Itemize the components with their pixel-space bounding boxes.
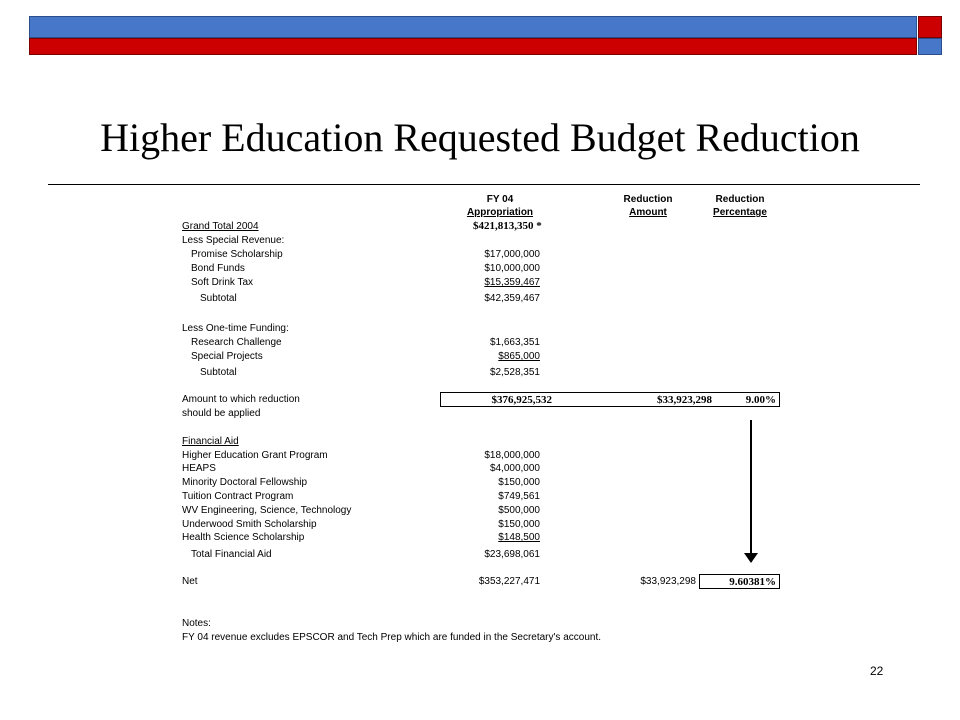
header-fy04: FY 04 [486,194,514,205]
row-net-value: $353,227,471 [478,576,540,587]
row-research-label: Research Challenge [191,337,282,348]
row-amount-pct: 9.00% [745,394,776,406]
row-heaps-label: HEAPS [182,463,216,474]
row-subtotal1-label: Subtotal [200,293,237,304]
row-amount-label-2: should be applied [182,408,261,419]
row-tuition-value: $749,561 [498,491,540,502]
row-health-label: Health Science Scholarship [182,532,305,543]
row-underwood-value: $150,000 [498,519,540,530]
row-amount-label-1: Amount to which reduction [182,394,300,405]
row-special-projects-value: $865,000 [498,351,540,362]
row-hegp-label: Higher Education Grant Program [182,450,328,461]
row-promise-value: $17,000,000 [484,249,540,260]
row-health-value: $148,500 [498,532,540,543]
header-amount: Amount [629,207,667,218]
row-amount-value: $376,925,532 [491,394,552,406]
row-hegp-value: $18,000,000 [484,450,540,461]
header-appropriation: Appropriation [466,207,534,218]
row-underwood-label: Underwood Smith Scholarship [182,519,317,530]
arrow-down-icon [744,553,758,563]
row-heaps-value: $4,000,000 [489,463,540,474]
row-subtotal2-label: Subtotal [200,367,237,378]
row-less-special-label: Less Special Revenue: [182,235,285,246]
row-bond-value: $10,000,000 [484,263,540,274]
row-soft-drink-label: Soft Drink Tax [191,277,254,288]
row-amount-reduction: $33,923,298 [657,394,712,406]
row-wv-value: $500,000 [498,505,540,516]
header-reduction-1: Reduction [623,194,673,205]
row-net-label: Net [182,576,198,587]
row-total-fa-label: Total Financial Aid [191,549,272,560]
row-bond-label: Bond Funds [191,263,245,274]
notes-text: FY 04 revenue excludes EPSCOR and Tech Prep which are funded in the Secretary's account. [182,632,601,643]
row-subtotal1-value: $42,359,467 [484,293,540,304]
header-percentage: Percentage [713,207,767,218]
row-promise-label: Promise Scholarship [191,249,283,260]
notes-label: Notes: [182,618,211,629]
header-reduction-2: Reduction [715,194,765,205]
row-subtotal2-value: $2,528,351 [489,367,540,378]
row-minority-value: $150,000 [498,477,540,488]
row-less-onetime-label: Less One-time Funding: [182,323,289,334]
row-grand-total-value: $421,813,350 * [473,220,542,232]
row-financial-aid-label: Financial Aid [182,436,239,447]
row-wv-label: WV Engineering, Science, Technology [182,505,352,516]
row-tuition-label: Tuition Contract Program [182,491,294,502]
arrow-line [750,420,752,555]
row-net-pct: 9.60381% [729,576,776,588]
row-grand-total-label: Grand Total 2004 [182,221,259,232]
row-soft-drink-value: $15,359,467 [484,277,540,288]
row-total-fa-value: $23,698,061 [484,549,540,560]
page-number: 22 [870,664,884,678]
row-research-value: $1,663,351 [489,337,540,348]
row-minority-label: Minority Doctoral Fellowship [182,477,308,488]
row-net-reduction: $33,923,298 [640,576,696,587]
row-special-projects-label: Special Projects [191,351,263,362]
slide-title: Higher Education Requested Budget Reduction [100,115,860,160]
